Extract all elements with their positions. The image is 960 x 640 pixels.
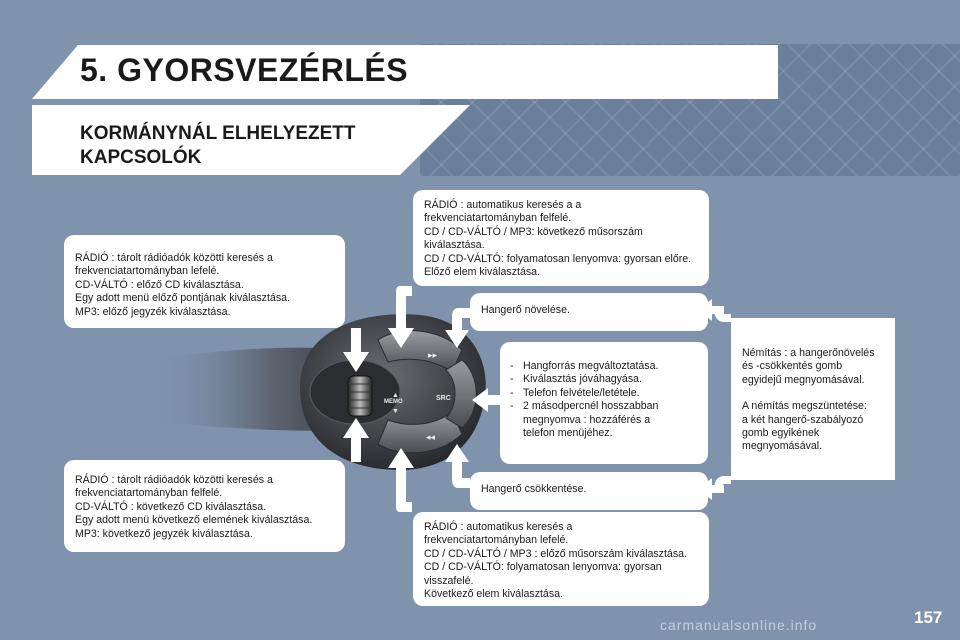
callout-line: Következő elem kiválasztása. bbox=[424, 588, 563, 601]
src-label: SRC bbox=[436, 395, 451, 402]
list-item: - Hangforrás megváltoztatása. bbox=[510, 360, 659, 372]
callout-line: és -csökkentés gomb bbox=[742, 360, 843, 373]
callout-line: megnyomásával. bbox=[742, 440, 823, 453]
callout-line: frekvenciatartományban lefelé. bbox=[75, 265, 220, 278]
mute-bracket bbox=[718, 310, 731, 488]
subtitle-line: KORMÁNYNÁL ELHELYEZETT bbox=[80, 123, 356, 144]
callout-next-track bbox=[413, 190, 709, 286]
callout-wheel-up bbox=[64, 235, 345, 328]
callout-line: MP3: következő jegyzék kiválasztása. bbox=[75, 527, 253, 540]
svg-text:◂◂: ◂◂ bbox=[426, 432, 436, 442]
list-item: - Kiválasztás jóváhagyása. bbox=[510, 373, 642, 386]
callout-line: a két hangerő-szabályozó bbox=[742, 413, 864, 426]
page-number: 157 bbox=[914, 608, 943, 627]
callout-volume-down bbox=[470, 472, 708, 510]
callout-line: RÁDIÓ : automatikus keresés a bbox=[424, 521, 573, 533]
callout-src bbox=[500, 342, 708, 464]
callout-line: RÁDIÓ : tárolt rádióadók közötti keresés a bbox=[75, 474, 273, 486]
svg-text:▸▸: ▸▸ bbox=[428, 350, 438, 360]
callout-line: visszafelé. bbox=[424, 574, 474, 587]
callout-line: Egy adott menü előző pontjának kiválasztása. bbox=[75, 292, 290, 305]
list-item: - Telefon felvétele/letétele. bbox=[510, 386, 640, 399]
callout-line: MP3: előző jegyzék kiválasztása. bbox=[75, 305, 231, 318]
callout-line: frekvenciatartományban felfelé. bbox=[75, 487, 223, 500]
callout-line: Hangerő növelése. bbox=[481, 304, 570, 316]
thumb-wheel bbox=[348, 376, 372, 416]
callout-line: Egy adott menü következő elemének kiválasztása. bbox=[75, 514, 313, 527]
callout-line: frekvenciatartományban lefelé. bbox=[424, 534, 569, 547]
callout-line: kiválasztása. bbox=[424, 239, 485, 252]
callout-line: CD / CD-VÁLTÓ: folyamatosan lenyomva: gyorsan előre. bbox=[424, 252, 692, 265]
page-title: 5. GYORSVEZÉRLÉS bbox=[80, 52, 409, 88]
bullet-text: 2 másodpercnél hosszabban megnyomva : hozzáférés a telefon menüjéhez. bbox=[523, 400, 659, 440]
svg-text:▲: ▲ bbox=[392, 392, 399, 399]
callout-line: Némítás : a hangerőnövelés bbox=[742, 347, 875, 359]
src-bullet-list bbox=[510, 360, 698, 440]
callout-line: CD-VÁLTÓ : következő CD kiválasztása. bbox=[75, 500, 267, 513]
list-item: - 2 másodpercnél hosszabban megnyomva : hozzáférés a telefon menüjéhez. bbox=[510, 400, 659, 440]
bullet-text: Kiválasztás jóváhagyása. bbox=[523, 373, 642, 386]
watermark: carmanualsonline.info bbox=[660, 617, 818, 633]
callout-line: A némítás megszüntetése: bbox=[742, 400, 867, 413]
callout-line: CD / CD-VÁLTÓ / MP3 : előző műsorszám kiválasztása. bbox=[424, 547, 687, 560]
memo-label: MEMO bbox=[384, 399, 403, 405]
callout-line: CD-VÁLTÓ : előző CD kiválasztása. bbox=[75, 278, 244, 291]
bullet-text: Hangforrás megváltoztatása. bbox=[523, 360, 659, 372]
callout-line: Előző elem kiválasztása. bbox=[424, 266, 540, 279]
callout-line: frekvenciatartományban felfelé. bbox=[424, 212, 572, 225]
callout-line: gomb egyikének bbox=[742, 427, 820, 440]
callout-prev-track bbox=[413, 512, 709, 606]
svg-text:▼: ▼ bbox=[392, 408, 399, 415]
callout-volume-up bbox=[470, 293, 708, 331]
callout-line: CD / CD-VÁLTÓ / MP3: következő műsorszám bbox=[424, 225, 643, 238]
callout-line: RÁDIÓ : tárolt rádióadók közötti keresés a bbox=[75, 252, 273, 264]
callout-line: CD / CD-VÁLTÓ: folyamatosan lenyomva: gyorsan bbox=[424, 561, 662, 574]
callout-mute bbox=[731, 318, 895, 480]
callout-line: RÁDIÓ : automatikus keresés a a bbox=[424, 199, 582, 211]
subtitle-line: KAPCSOLÓK bbox=[80, 147, 202, 168]
callout-line: Hangerő csökkentése. bbox=[481, 483, 587, 495]
callout-line: egyidejű megnyomásával. bbox=[742, 373, 865, 386]
callout-wheel-down bbox=[64, 460, 345, 552]
bullet-text: Telefon felvétele/letétele. bbox=[523, 386, 640, 399]
